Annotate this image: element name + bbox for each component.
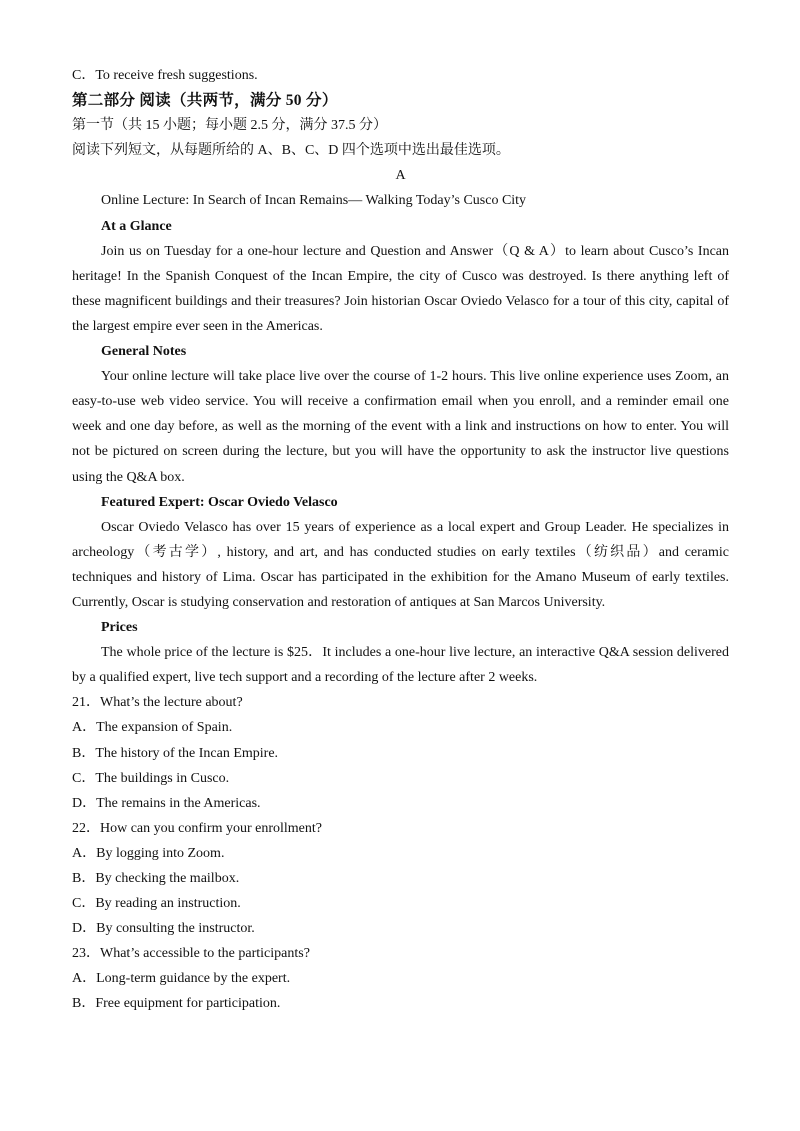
- heading-featured-expert: Featured Expert: Oscar Oviedo Velasco: [101, 494, 338, 510]
- paragraph-general-notes: Your online lecture will take place live over the course of 1-2 hours. This live online experience uses Zoom, an easy-to-use web video service. You will receive a confirmation email when you enroll, and a reminder email one week and one day before, as well as the morning of the event with a link and instructions on how to enter. You will not be pictured on screen during the lecture, but you will have the opportunity to ask the instructor live questions using the Q&A box.: [72, 369, 729, 485]
- section-title: 第一节（共 15 小题；每小题 2.5 分，满分 37.5 分）: [72, 118, 387, 134]
- question-22-option-c: C．By reading an instruction.: [72, 896, 241, 912]
- paragraph-prices: The whole price of the lecture is $25．It includes a one-hour live lecture, an interactive Q&A session delivered by a qualified expert, live tech support and a recording of the lecture after 2 weeks.: [72, 645, 729, 686]
- paragraph-at-a-glance: Join us on Tuesday for a one-hour lecture and Question and Answer（Q & A）to learn about Cusco’s Incan heritage! In the Spanish Conquest of the Incan Empire, the city of Cusco was destroyed. Is there anything left of these magnificent buildings and their treasures? Join historian Oscar Oviedo Velasco for a tour of this city, capital of the largest empire ever seen in the Americas.: [72, 243, 729, 334]
- heading-general-notes: General Notes: [101, 344, 187, 360]
- question-23-option-a: A．Long-term guidance by the expert.: [72, 971, 291, 987]
- previous-option-c: C．To receive fresh suggestions.: [72, 68, 258, 83]
- article-title: Online Lecture: In Search of Incan Remains— Walking Today’s Cusco City: [101, 193, 527, 209]
- question-21-option-b: B．The history of the Incan Empire.: [72, 745, 279, 761]
- exam-page: [72, 63, 729, 1017]
- question-23-option-b: B．Free equipment for participation.: [72, 996, 281, 1012]
- question-21-option-a: A．The expansion of Spain.: [72, 720, 233, 736]
- question-22-stem: 22．How can you confirm your enrollment?: [72, 820, 322, 836]
- passage-letter: A: [395, 168, 406, 184]
- question-23-stem: 23．What’s accessible to the participants?: [72, 946, 310, 962]
- part-title: 第二部分 阅读（共两节，满分 50 分）: [72, 92, 338, 110]
- question-22-option-a: A．By logging into Zoom.: [72, 845, 225, 861]
- question-21-stem: 21．What’s the lecture about?: [72, 695, 243, 711]
- question-21-option-c: C．The buildings in Cusco.: [72, 770, 230, 786]
- heading-at-a-glance: At a Glance: [101, 218, 172, 234]
- instruction-text: 阅读下列短文，从每题所给的 A、B、C、D 四个选项中选出最佳选项。: [72, 143, 510, 159]
- question-22-option-d: D．By consulting the instructor.: [72, 921, 255, 937]
- heading-prices: Prices: [101, 620, 138, 636]
- question-22-option-b: B．By checking the mailbox.: [72, 871, 240, 886]
- question-21-option-d: D．The remains in the Americas.: [72, 795, 261, 811]
- paragraph-featured-expert: Oscar Oviedo Velasco has over 15 years of experience as a local expert and Group Leader. He specializes in archeology（考古学）, history, and art, and has conducted studies on early textiles（纺织品）and ceramic techniques and history of Lima. Oscar has participated in the exhibition for the Amano Museum of early textiles. Currently, Oscar is studying conservation and restoration of antiques at San Marcos University.: [72, 519, 729, 610]
